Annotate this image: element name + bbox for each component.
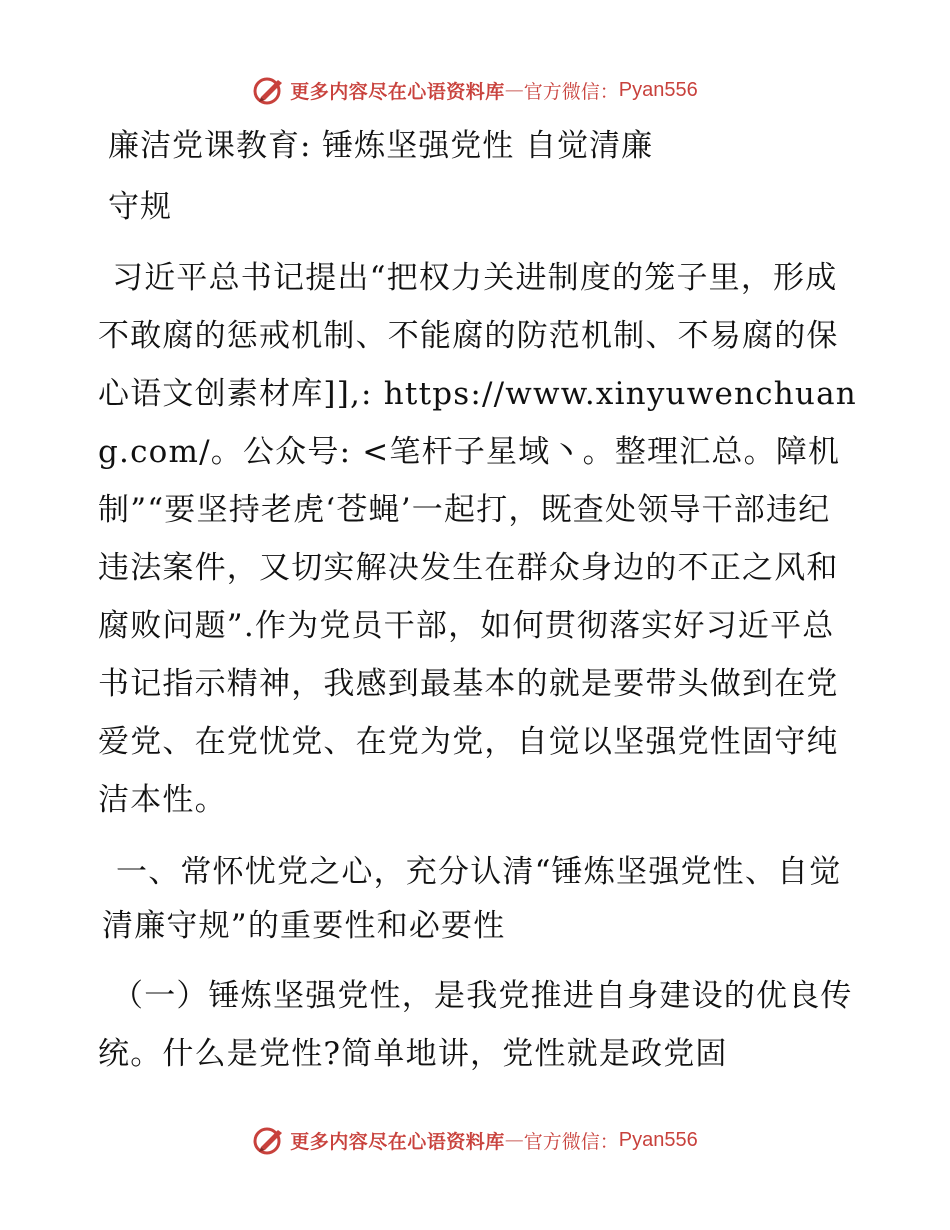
watermark-main-text: 更多内容尽在心语资料库	[290, 80, 505, 103]
watermark-dash: —	[504, 79, 524, 101]
document-title-line-1: 廉洁党课教育: 锤炼坚强党性 自觉清廉	[108, 128, 654, 164]
intro-paragraph: 习近平总书记提出“把权力关进制度的笼子里，形成不敢腐的惩戒机制、不能腐的防范机制、不易腐的保心语文创素材库]],: https://www.xinyuwenchuang.com/。公众号: <笔杆子星域丶。整理汇总。障机制”“要坚持老虎‘苍蝇’一起打，既查处领导干部违纪违法案件，又切实解决发生在群众身边的不正之风和腐败问题”.作为党员干部，如何贯彻落实好习近平总书记指示精神，我感到最基本的就是要带头做到在党爱党、在党忧党、在党为党，自觉以坚强党性固守纯洁本性。	[98, 260, 857, 818]
subsection-paragraph-1: （一）锤炼坚强党性，是我党推进自身建设的优良传统。什么是党性?简单地讲，党性就是政党固	[98, 978, 853, 1072]
document-body	[98, 116, 858, 1083]
watermark-wechat-id: Pyan556	[618, 78, 698, 101]
watermark-footer	[0, 1120, 950, 1160]
document-title-line-2: 守规	[108, 189, 172, 225]
pen-logo-icon	[252, 73, 286, 107]
watermark-sub-text: 官方微信：	[523, 80, 619, 103]
watermark-dash: —	[504, 1129, 524, 1151]
section-heading-1: 一、常怀忧党之心，充分认清“锤炼坚强党性、自觉清廉守规”的重要性和必要性	[102, 854, 842, 944]
watermark-main-text: 更多内容尽在心语资料库	[290, 1130, 505, 1153]
watermark-wechat-id: Pyan556	[618, 1128, 698, 1151]
pen-logo-icon	[252, 1123, 286, 1157]
watermark-sub-text: 官方微信：	[523, 1130, 619, 1153]
watermark-header	[0, 70, 950, 110]
